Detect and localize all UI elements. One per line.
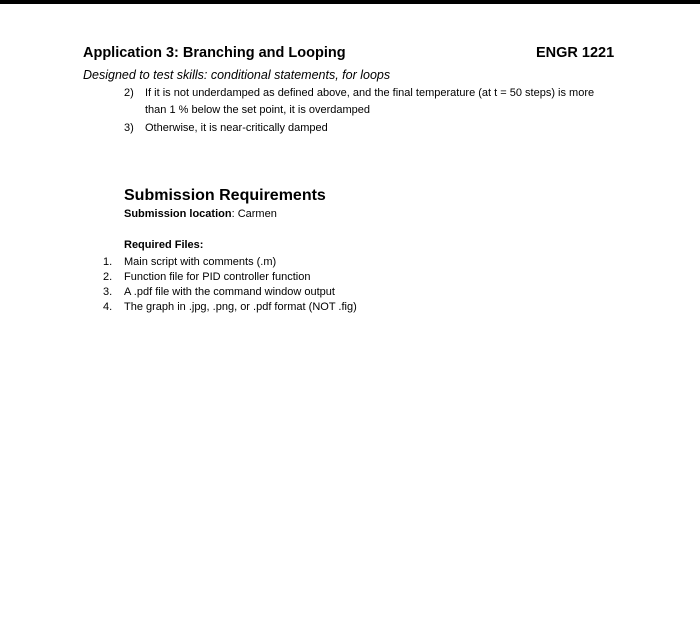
file-number: 4. [103,301,113,313]
location-label: Submission location [124,208,232,220]
file-number: 3. [103,286,113,298]
file-item: The graph in .jpg, .png, or .pdf format (NOT .fig) [124,301,357,313]
top-border [0,0,700,4]
location-separator: : [231,208,235,220]
required-files-label: Required Files: [124,239,204,251]
location-value: Carmen [234,208,277,220]
condition-text: Otherwise, it is near-critically damped [145,122,328,134]
file-number: 1. [103,256,113,268]
file-number: 2. [103,271,113,283]
file-item: A .pdf file with the command window output [124,286,335,298]
submission-location [124,208,277,220]
page-title: Application 3: Branching and Looping [83,45,346,61]
page-subtitle: Designed to test skills: conditional statements, for loops [83,68,391,82]
condition-number: 2) [124,87,134,99]
condition-number: 3) [124,122,134,134]
file-item: Function file for PID controller function [124,271,311,283]
condition-text: If it is not underdamped as defined above, and the final temperature (at t = 50 steps) is more than 1 % below the set point, it is overdamped [145,87,595,116]
file-item: Main script with comments (.m) [124,256,277,268]
section-title: Submission Requirements [124,187,326,204]
course-code: ENGR 1221 [536,45,615,61]
